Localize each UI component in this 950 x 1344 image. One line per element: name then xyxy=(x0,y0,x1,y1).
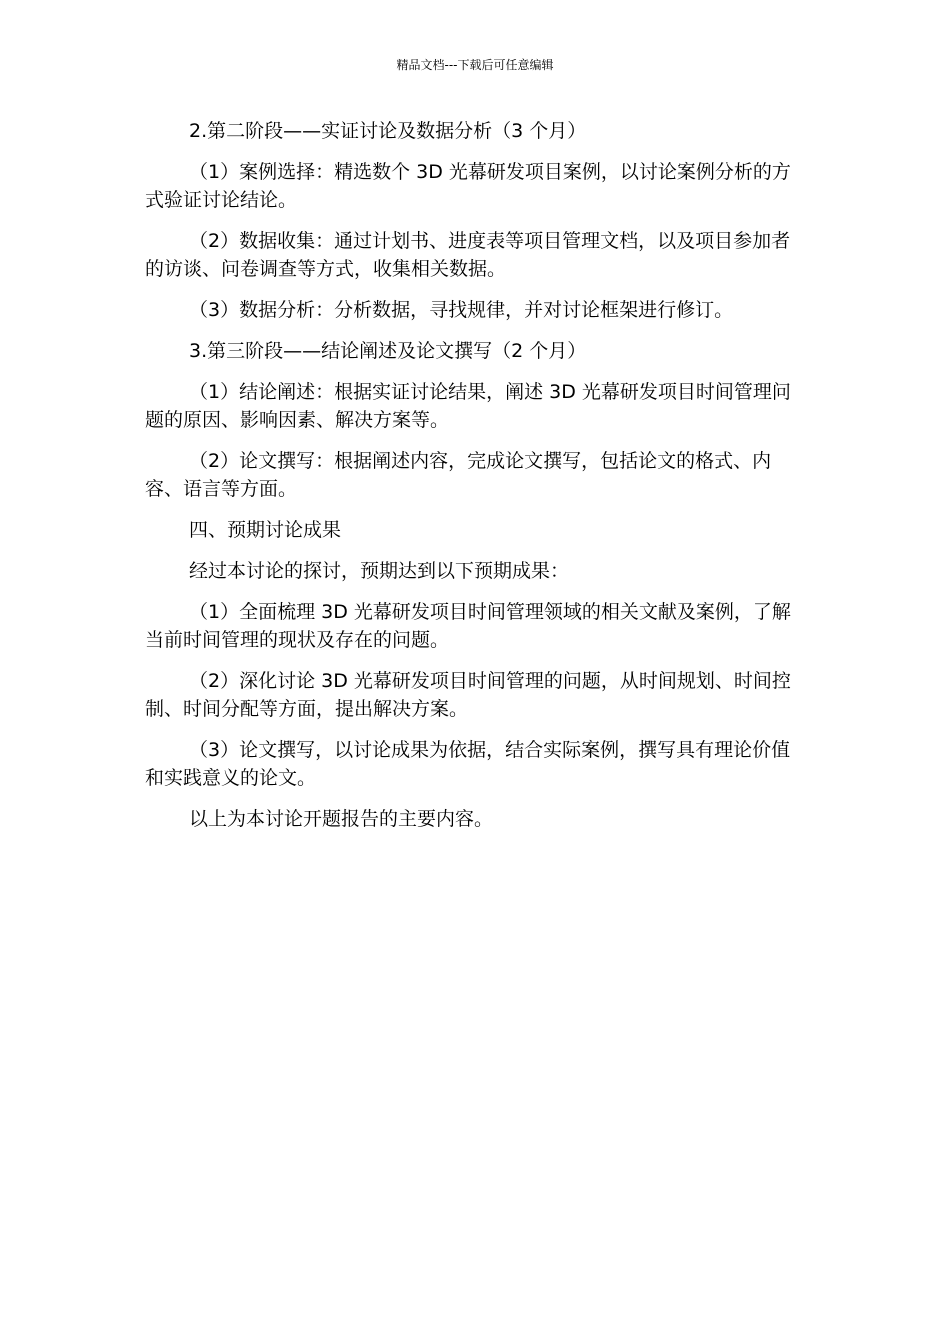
section-heading-stage-2: 2.第二阶段——实证讨论及数据分析（3 个月） xyxy=(189,120,587,142)
list-item-case-selection: （1）案例选择：精选数个 3D 光幕研发项目案例，以讨论案例分析的方式验证讨论结论。 xyxy=(145,161,791,211)
paragraph-closing: 以上为本讨论开题报告的主要内容。 xyxy=(189,808,494,830)
list-item-data-collection: （2）数据收集：通过计划书、进度表等项目管理文档，以及项目参加者的访谈、问卷调查等方式，收集相关数据。 xyxy=(145,230,791,280)
list-item-thesis-writing: （2）论文撰写：根据阐述内容，完成论文撰写，包括论文的格式、内容、语言等方面。 xyxy=(145,450,772,500)
paragraph-expected-intro: 经过本讨论的探讨，预期达到以下预期成果： xyxy=(189,560,570,582)
list-item-conclusion: （1）结论阐述：根据实证讨论结果，阐述 3D 光幕研发项目时间管理问题的原因、影响因素、解决方案等。 xyxy=(145,381,791,431)
document-body xyxy=(145,117,805,846)
page-header: 精品文档---下载后可任意编辑 xyxy=(396,58,554,72)
section-heading-expected-results: 四、预期讨论成果 xyxy=(189,519,342,541)
section-heading-stage-3: 3.第三阶段——结论阐述及论文撰写（2 个月） xyxy=(189,340,587,362)
list-item-result-3: （3）论文撰写，以讨论成果为依据，结合实际案例，撰写具有理论价值和实践意义的论文。 xyxy=(145,739,791,789)
list-item-result-2: （2）深化讨论 3D 光幕研发项目时间管理的问题，从时间规划、时间控制、时间分配等方面，提出解决方案。 xyxy=(145,670,791,720)
list-item-data-analysis: （3）数据分析：分析数据，寻找规律，并对讨论框架进行修订。 xyxy=(189,299,734,321)
list-item-result-1: （1）全面梳理 3D 光幕研发项目时间管理领域的相关文献及案例，了解当前时间管理的现状及存在的问题。 xyxy=(145,601,791,651)
